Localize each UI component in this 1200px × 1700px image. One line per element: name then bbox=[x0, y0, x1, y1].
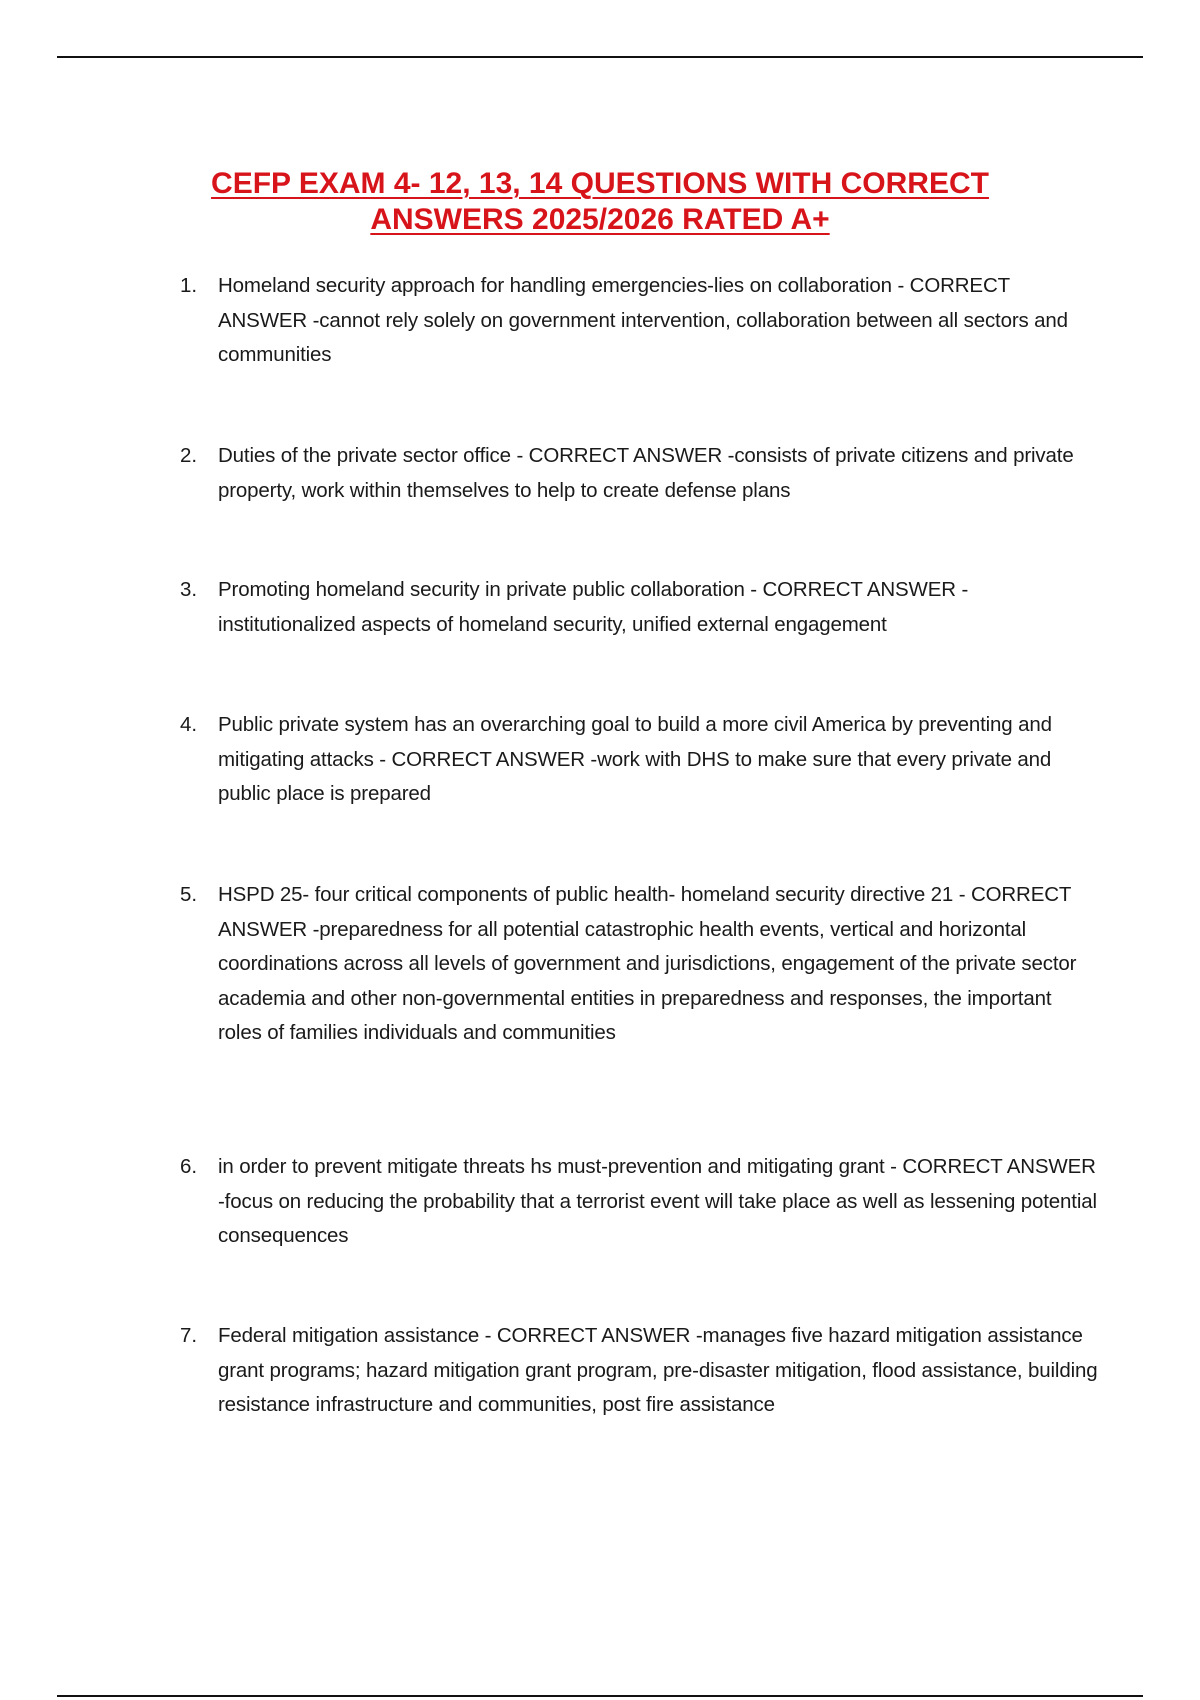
item-text: in order to prevent mitigate threats hs must-prevention and mitigating grant - CORRECT ANSWER -focus on reducing the probability that a terrorist event will take place as well as lessening potential consequences bbox=[218, 1155, 1097, 1247]
item-text: Federal mitigation assistance - CORRECT ANSWER -manages five hazard mitigation assistance grant programs; hazard mitigation grant program, pre-disaster mitigation, flood assistance, building resistance infrastructure and communities, post fire assistance bbox=[218, 1324, 1098, 1416]
item-text: HSPD 25- four critical components of public health- homeland security directive 21 - CORRECT ANSWER -preparedness for all potential catastrophic health events, vertical and horizontal coordinations across all levels of government and jurisdictions, engagement of the private sector academia and other non-governmental entities in preparedness and responses, the important roles of families individuals and communities bbox=[218, 883, 1077, 1044]
item-number: 5. bbox=[180, 883, 198, 906]
item-number: 6. bbox=[180, 1155, 198, 1178]
bottom-rule bbox=[57, 1695, 1143, 1697]
item-number: 7. bbox=[180, 1324, 198, 1347]
document-title bbox=[120, 166, 1080, 238]
item-number: 4. bbox=[180, 713, 198, 736]
item-number: 3. bbox=[180, 578, 198, 601]
item-text: Duties of the private sector office - CORRECT ANSWER -consists of private citizens and private property, work within themselves to help to create defense plans bbox=[218, 444, 1074, 502]
top-rule bbox=[57, 56, 1143, 58]
title-line-1: CEFP EXAM 4- 12, 13, 14 QUESTIONS WITH CORRECT bbox=[211, 167, 989, 201]
item-text: Promoting homeland security in private public collaboration - CORRECT ANSWER - institutionalized aspects of homeland security, unified external engagement bbox=[218, 578, 969, 636]
item-number: 1. bbox=[180, 274, 198, 297]
item-text: Homeland security approach for handling emergencies-lies on collaboration - CORRECT ANSWER -cannot rely solely on government intervention, collaboration between all sectors and communities bbox=[218, 274, 1068, 366]
title-line-2: ANSWERS 2025/2026 RATED A+ bbox=[370, 203, 830, 237]
item-text: Public private system has an overarching goal to build a more civil America by preventing and mitigating attacks - CORRECT ANSWER -work with DHS to make sure that every private and public place is prepared bbox=[218, 713, 1052, 805]
item-number: 2. bbox=[180, 444, 198, 467]
